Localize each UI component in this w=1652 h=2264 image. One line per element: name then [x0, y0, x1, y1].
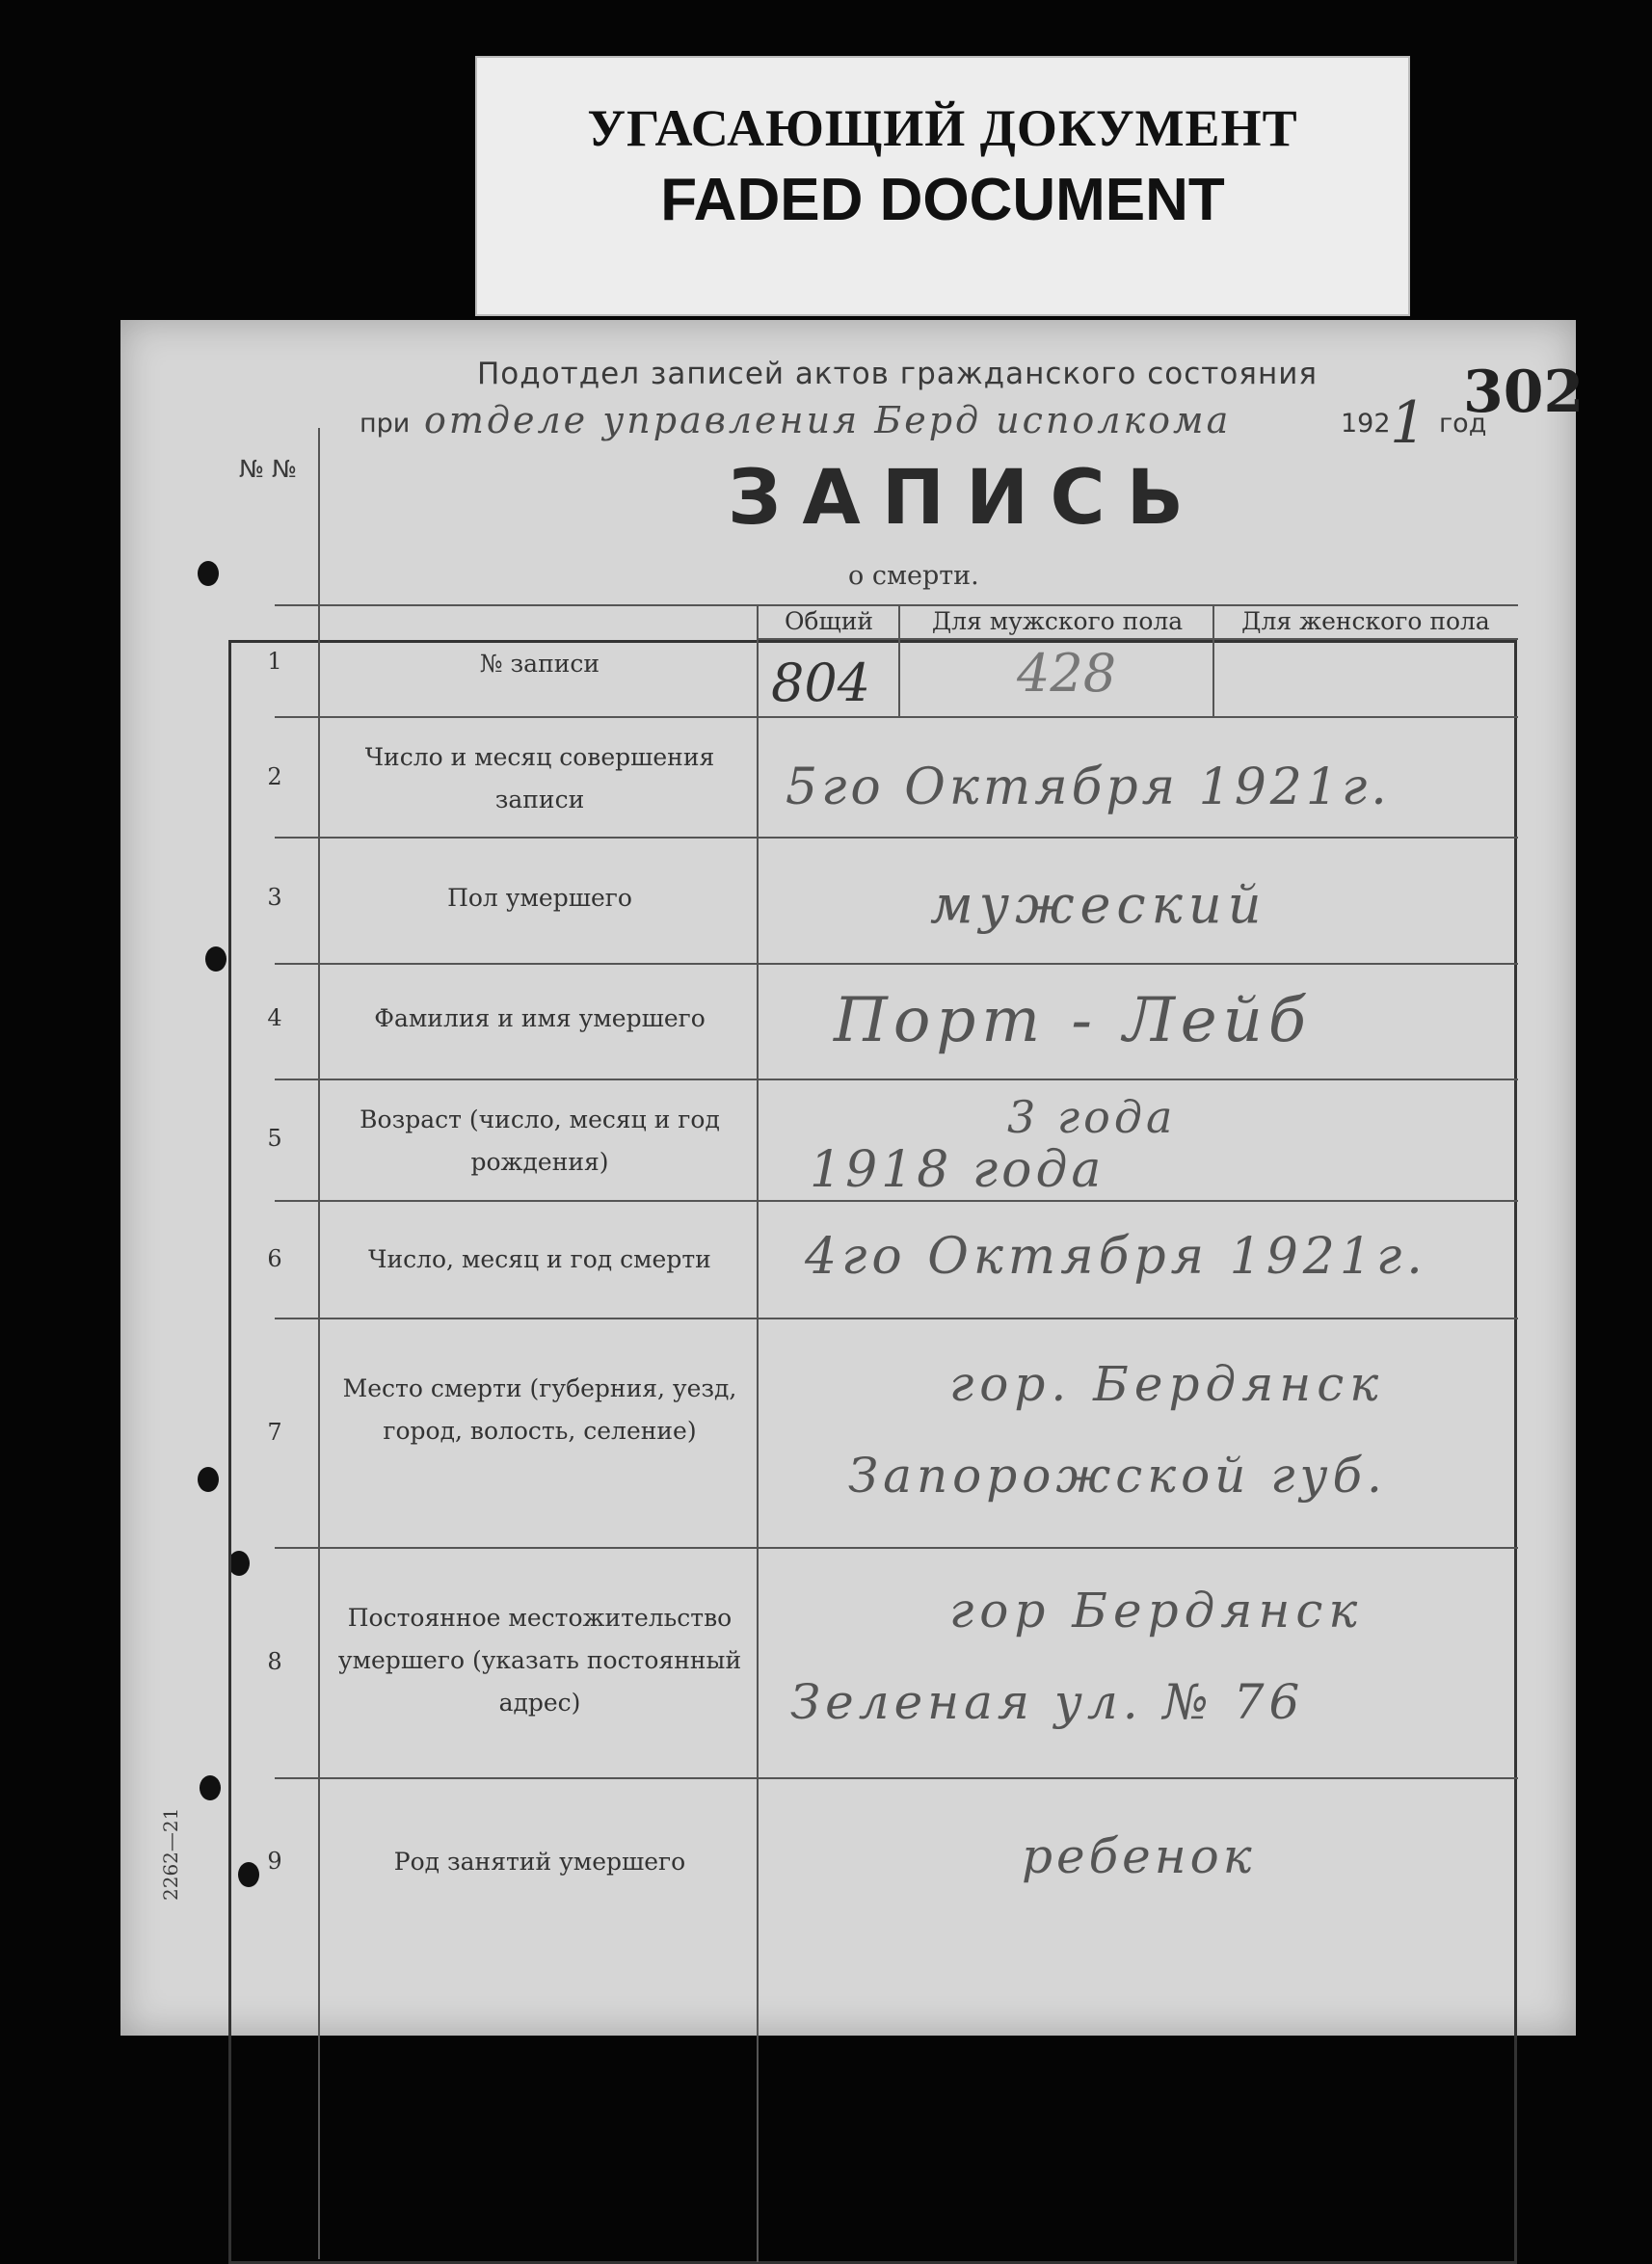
row-divider — [275, 1079, 1518, 1080]
row-label: Возраст (число, месяц и год рождения) — [360, 1105, 720, 1176]
column-header-male: Для мужского пола — [931, 607, 1184, 635]
binding-hole — [200, 1775, 221, 1800]
page-stamp: 302 — [1463, 359, 1585, 426]
row-number: 3 — [267, 884, 282, 911]
nn-label: № № — [239, 455, 297, 483]
row-label: Место смерти (губерния, уезд, город, волость, селение) — [342, 1374, 737, 1445]
department-heading: Подотдел записей актов гражданского состояния — [477, 357, 1319, 391]
row-number: 8 — [267, 1648, 282, 1675]
row-divider — [757, 638, 1518, 640]
death-place-province: Запорожской губ. — [848, 1448, 1387, 1504]
row-label: № записи — [479, 650, 600, 678]
column-divider — [1212, 604, 1214, 716]
pri-handwritten: отделе управления Берд исполкома — [424, 399, 1232, 441]
record-number-male: 428 — [1017, 643, 1117, 704]
row-divider — [275, 1200, 1518, 1202]
row-label: Род занятий умершего — [393, 1848, 686, 1876]
residence-city: гор Бердянск — [949, 1583, 1364, 1638]
birth-year: 1918 года — [810, 1141, 1106, 1199]
row-label: Число, месяц и год смерти — [368, 1245, 711, 1273]
column-divider — [898, 604, 900, 716]
row-number: 5 — [267, 1125, 282, 1152]
form-subtitle: о смерти. — [848, 561, 979, 591]
row-divider — [275, 1318, 1518, 1319]
death-record-form — [120, 320, 1585, 2036]
row-number: 4 — [267, 1004, 282, 1031]
form-title: ЗАПИСЬ — [728, 455, 1206, 542]
row-divider — [275, 1777, 1518, 1779]
form-code: 2262—21 — [159, 1807, 182, 1901]
row-label: Пол умершего — [447, 884, 632, 912]
row-divider — [275, 716, 1518, 718]
column-divider — [318, 428, 320, 2259]
pri-label: при — [360, 409, 411, 439]
residence-address: Зеленая ул. № 76 — [790, 1674, 1305, 1730]
year-suffix: год — [1439, 409, 1487, 439]
death-place-city: гор. Бердянск — [949, 1356, 1385, 1412]
row-divider — [275, 963, 1518, 965]
faded-document-banner — [475, 56, 1410, 316]
deceased-occupation: ребенок — [1022, 1828, 1256, 1884]
row-label: Фамилия и имя умершего — [374, 1004, 706, 1032]
binding-hole — [205, 946, 226, 972]
deceased-name: Порт - Лейб — [834, 985, 1312, 1056]
row-divider — [275, 1547, 1518, 1549]
banner-russian-text: УГАСАЮЩИЙ ДОКУМЕНТ — [587, 99, 1298, 157]
registration-date: 5го Октября 1921г. — [786, 759, 1391, 816]
banner-english-text: FADED DOCUMENT — [660, 167, 1225, 233]
binding-hole — [198, 561, 219, 586]
column-divider — [757, 604, 759, 2262]
column-header-female: Для женского пола — [1241, 607, 1490, 635]
row-number: 9 — [267, 1848, 282, 1875]
row-label: Постоянное местожительство умершего (указать постоянный адрес) — [337, 1604, 742, 1717]
row-number: 6 — [267, 1245, 282, 1272]
row-divider — [275, 604, 1518, 606]
year-prefix: 192 — [1341, 409, 1391, 439]
row-number: 7 — [267, 1419, 282, 1446]
row-number: 1 — [267, 648, 282, 675]
age-years: 3 года — [1007, 1091, 1177, 1143]
year-handwritten: 1 — [1390, 389, 1427, 457]
deceased-sex: мужеский — [930, 874, 1267, 935]
column-header-general: Общий — [784, 607, 874, 635]
binding-hole — [198, 1467, 219, 1492]
row-divider — [275, 837, 1518, 839]
row-label: Число и месяц совершения записи — [364, 743, 715, 813]
death-date: 4го Октября 1921г. — [805, 1228, 1427, 1286]
row-number: 2 — [267, 763, 282, 790]
record-number-general: 804 — [771, 653, 871, 713]
